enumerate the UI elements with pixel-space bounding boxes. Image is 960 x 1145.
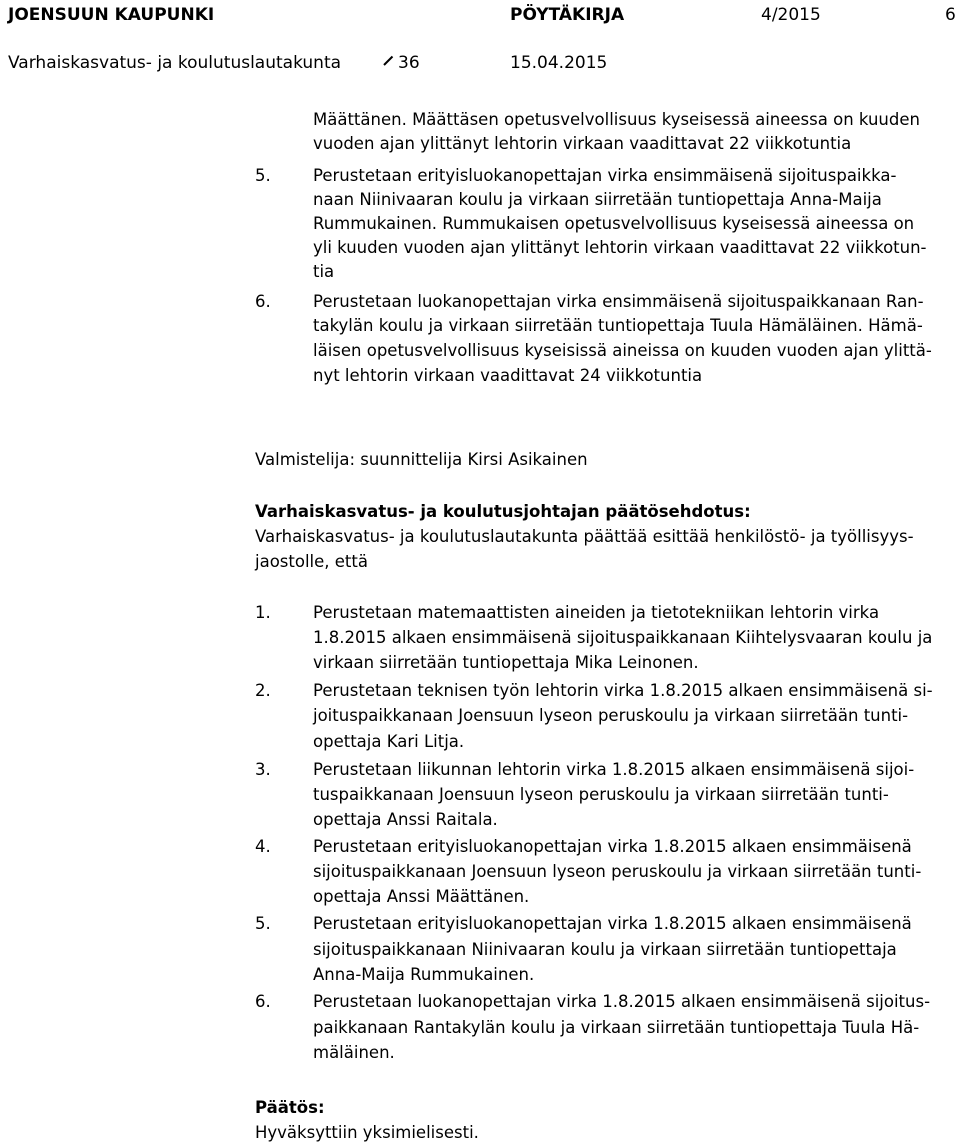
list-item-line: paikkanaan Rantakylän koulu ja virkaan siirretään tuntiopettaja Tuula Hä-	[313, 1018, 920, 1037]
list-item-line: sijoituspaikkanaan Niinivaaran koulu ja virkaan siirretään tuntiopettaja	[313, 940, 897, 959]
list-item-line: takylän koulu ja virkaan siirretään tuntiopettaja Tuula Hämäläinen. Hämä-	[313, 316, 923, 335]
list-item-line: Rummukainen. Rummukaisen opetusvelvollisuus kyseisessä aineessa on	[313, 214, 915, 233]
list-item-line: tia	[313, 262, 335, 281]
doc-number: 4/2015	[761, 5, 821, 25]
section-number: 36	[398, 53, 420, 73]
list-item-line: joituspaikkanaan Joensuun lyseon peruskoulu ja virkaan siirretään tunti-	[313, 706, 909, 725]
list-item-line: Perustetaan erityisluokanopettajan virka 1.8.2015 alkaen ensimmäisenä	[313, 837, 912, 856]
preparer-line: Valmistelija: suunnittelija Kirsi Asikainen	[255, 450, 588, 469]
list-item-number: 5.	[255, 166, 271, 185]
meeting-date: 15.04.2015	[510, 53, 608, 73]
list-item-line: läisen opetusvelvollisuus kyseisissä aineissa on kuuden vuoden ajan ylittä-	[313, 341, 932, 360]
list-item-line: Perustetaan erityisluokanopettajan virka ensimmäisenä sijoituspaikka-	[313, 166, 897, 185]
list-item-line: naan Niinivaaran koulu ja virkaan siirretään tuntiopettaja Anna-Maija	[313, 190, 882, 209]
list-item-line: 1.8.2015 alkaen ensimmäisenä sijoituspaikkanaan Kiihtelysvaaran koulu ja	[313, 628, 933, 647]
list-item-line: Perustetaan luokanopettajan virka 1.8.2015 alkaen ensimmäisenä sijoitus-	[313, 992, 931, 1011]
list-item-line: mäläinen.	[313, 1043, 395, 1062]
list-item-line: sijoituspaikkanaan Joensuun lyseon peruskoulu ja virkaan siirretään tunti-	[313, 862, 922, 881]
list-item-line: Anna-Maija Rummukainen.	[313, 965, 535, 984]
list-item-line: Perustetaan teknisen työn lehtorin virka 1.8.2015 alkaen ensimmäisenä si-	[313, 681, 933, 700]
proposal-heading: Varhaiskasvatus- ja koulutusjohtajan päätösehdotus:	[255, 502, 751, 521]
list-item-line: virkaan siirretään tuntiopettaja Mika Leinonen.	[313, 653, 699, 672]
list-item-line: Perustetaan liikunnan lehtorin virka 1.8.2015 alkaen ensimmäisenä sijoi-	[313, 760, 915, 779]
list-item-line: tuspaikkanaan Joensuun lyseon peruskoulu ja virkaan siirretään tunti-	[313, 785, 889, 804]
org-name: JOENSUUN KAUPUNKI	[8, 5, 215, 25]
list-item-line: Perustetaan matemaattisten aineiden ja tietotekniikan lehtorin virka	[313, 603, 880, 622]
list-item-number: 3.	[255, 760, 271, 779]
list-item-number: 6.	[255, 992, 271, 1011]
page-number: 6	[945, 5, 956, 25]
list-item-number: 5.	[255, 914, 271, 933]
section-mark	[383, 56, 393, 66]
doc-type: PÖYTÄKIRJA	[510, 5, 625, 25]
list-item-number: 1.	[255, 603, 271, 622]
list-item-line: opettaja Anssi Raitala.	[313, 810, 498, 829]
proposal-line: jaostolle, että	[255, 552, 368, 571]
decision-text: Hyväksyttiin yksimielisesti.	[255, 1123, 479, 1142]
list-item-line: nyt lehtorin virkaan vaadittavat 24 viikkotuntia	[313, 366, 703, 385]
list-item-line: opettaja Kari Litja.	[313, 732, 465, 751]
list-item-number: 2.	[255, 681, 271, 700]
continued-line: vuoden ajan ylittänyt lehtorin virkaan vaadittavat 22 viikkotuntia	[313, 134, 852, 153]
board-name: Varhaiskasvatus- ja koulutuslautakunta	[8, 53, 342, 73]
list-item-line: Perustetaan erityisluokanopettajan virka 1.8.2015 alkaen ensimmäisenä	[313, 914, 912, 933]
proposal-line: Varhaiskasvatus- ja koulutuslautakunta päättää esittää henkilöstö- ja työllisyys-	[255, 527, 914, 546]
list-item-line: Perustetaan luokanopettajan virka ensimmäisenä sijoituspaikkanaan Ran-	[313, 292, 924, 311]
decision-heading: Päätös:	[255, 1098, 325, 1117]
continued-line: Määttänen. Määttäsen opetusvelvollisuus kyseisessä aineessa on kuuden	[313, 110, 920, 129]
list-item-number: 6.	[255, 292, 271, 311]
list-item-number: 4.	[255, 837, 271, 856]
list-item-line: yli kuuden vuoden ajan ylittänyt lehtorin virkaan vaadittavat 22 viikkotun-	[313, 238, 927, 257]
list-item-line: opettaja Anssi Määttänen.	[313, 887, 530, 906]
